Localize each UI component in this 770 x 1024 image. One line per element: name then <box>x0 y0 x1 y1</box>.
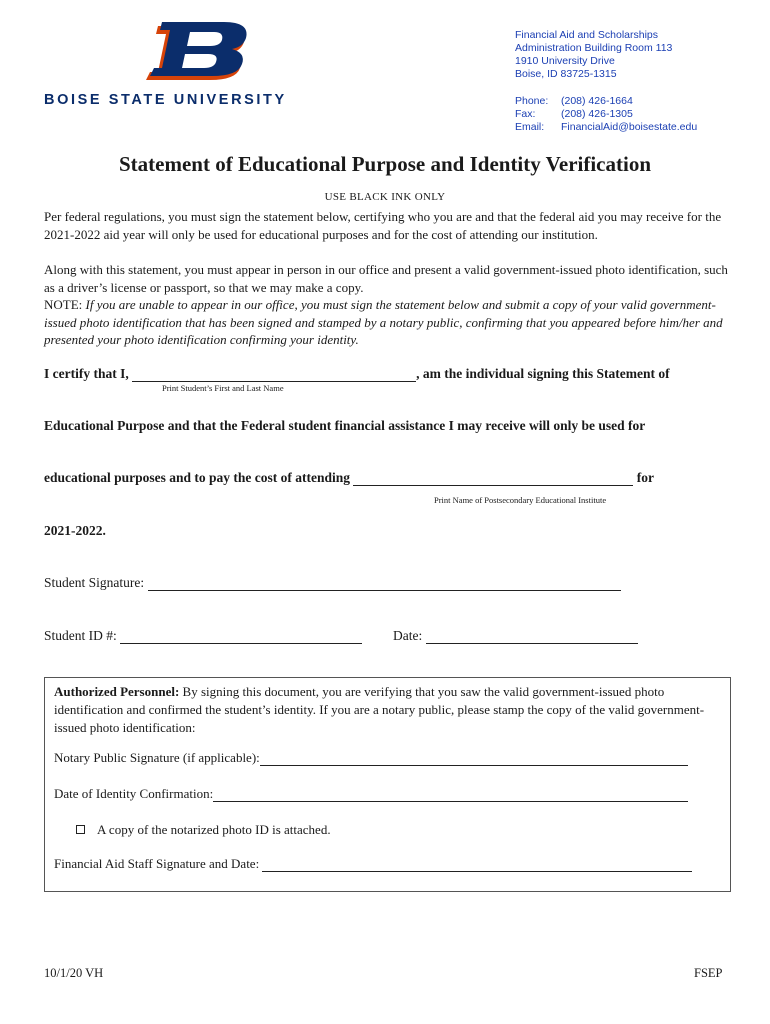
email-link[interactable]: FinancialAid@boisestate.edu <box>561 121 698 133</box>
certification-line-1 <box>44 366 670 382</box>
for-text: for <box>633 470 655 485</box>
office-street: 1910 University Drive <box>515 55 615 67</box>
phone-label: Phone: <box>515 95 549 107</box>
certification-line-3 <box>44 470 654 486</box>
staff-signature-label: Financial Aid Staff Signature and Date: <box>54 856 263 871</box>
student-signature-field[interactable] <box>148 577 621 591</box>
authorized-label: Authorized Personnel: <box>54 684 180 699</box>
date-field[interactable] <box>426 630 638 644</box>
office-name: Financial Aid and Scholarships <box>515 29 659 41</box>
identity-date-row <box>54 786 688 802</box>
certify-text-before: I certify that I, <box>44 366 133 381</box>
student-name-caption: Print Student’s First and Last Name <box>162 383 284 393</box>
authorized-text: By signing this document, you are verifying that you saw the valid government-issued photo identification and confirmed the student’s identity. If you are a notary public, please stamp the copy of the valid government-issued photo identification: <box>54 684 705 735</box>
fax-label: Fax: <box>515 108 536 120</box>
logo-b-icon <box>144 22 256 82</box>
footer-form-code: FSEP <box>694 966 723 980</box>
date-label: Date: <box>393 628 426 643</box>
certify-text-after: , am the individual signing this Statement of <box>416 366 670 381</box>
office-contact-block <box>515 29 697 134</box>
attending-text: educational purposes and to pay the cost of attending <box>44 470 354 485</box>
institution-name-field[interactable] <box>353 472 633 486</box>
office-building: Administration Building Room 113 <box>515 42 673 54</box>
document-title: Statement of Educational Purpose and Identity Verification <box>118 152 651 176</box>
phone-value: (208) 426-1664 <box>561 95 633 107</box>
staff-signature-row <box>54 856 692 872</box>
footer-version: 10/1/20 VH <box>44 966 104 980</box>
identity-date-field[interactable] <box>213 788 688 802</box>
email-label: Email: <box>515 121 545 133</box>
office-city: Boise, ID 83725-1315 <box>515 68 617 80</box>
logo-wordmark: BOISE STATE UNIVERSITY <box>44 92 287 108</box>
intro-paragraph: Per federal regulations, you must sign the statement below, certifying who you are and that the federal aid you may receive for the 2021-2022 aid year will only be used for educational purposes and for the cost of attending our institution. <box>44 209 722 242</box>
student-id-field[interactable] <box>120 630 362 644</box>
student-id-label: Student ID #: <box>44 628 121 643</box>
authorized-intro <box>54 683 722 737</box>
document-subtitle: USE BLACK INK ONLY <box>324 191 446 203</box>
university-logo <box>44 22 314 112</box>
fax-row <box>515 108 697 121</box>
fax-value: (208) 426-1305 <box>561 108 633 120</box>
notarized-copy-label: A copy of the notarized photo ID is attached. <box>97 822 331 837</box>
notary-signature-row <box>54 750 688 766</box>
student-signature-label: Student Signature: <box>44 575 148 590</box>
note-label: NOTE: <box>44 297 86 312</box>
student-name-field[interactable] <box>132 368 416 382</box>
aid-year: 2021-2022. <box>44 523 106 538</box>
email-row <box>515 121 697 134</box>
certification-line-2: Educational Purpose and that the Federal student financial assistance I may receive will only be used for <box>44 418 646 433</box>
staff-signature-field[interactable] <box>262 858 692 872</box>
student-id-row <box>44 628 362 644</box>
date-row <box>393 628 638 644</box>
note-paragraph <box>44 296 734 349</box>
student-signature-row <box>44 575 621 591</box>
notarized-copy-checkbox[interactable] <box>76 825 85 834</box>
institution-caption: Print Name of Postsecondary Educational Institute <box>434 495 607 505</box>
notarized-copy-row <box>76 822 331 838</box>
notary-signature-label: Notary Public Signature (if applicable): <box>54 750 260 765</box>
phone-row <box>515 95 697 108</box>
identity-date-label: Date of Identity Confirmation: <box>54 786 214 801</box>
appearance-paragraph: Along with this statement, you must appear in person in our office and present a valid government-issued photo identification, such as a driver’s license or passport, so that we may make a copy. <box>44 262 728 295</box>
note-text: If you are unable to appear in our office, you must sign the statement below and submit a copy of your valid government-issued photo identification that has been signed and stamped by a notary public, confirming that you appeared before him/her and presented your photo identification confirming your identity. <box>44 297 723 347</box>
authorized-personnel-box <box>44 677 731 892</box>
notary-signature-field[interactable] <box>260 752 688 766</box>
